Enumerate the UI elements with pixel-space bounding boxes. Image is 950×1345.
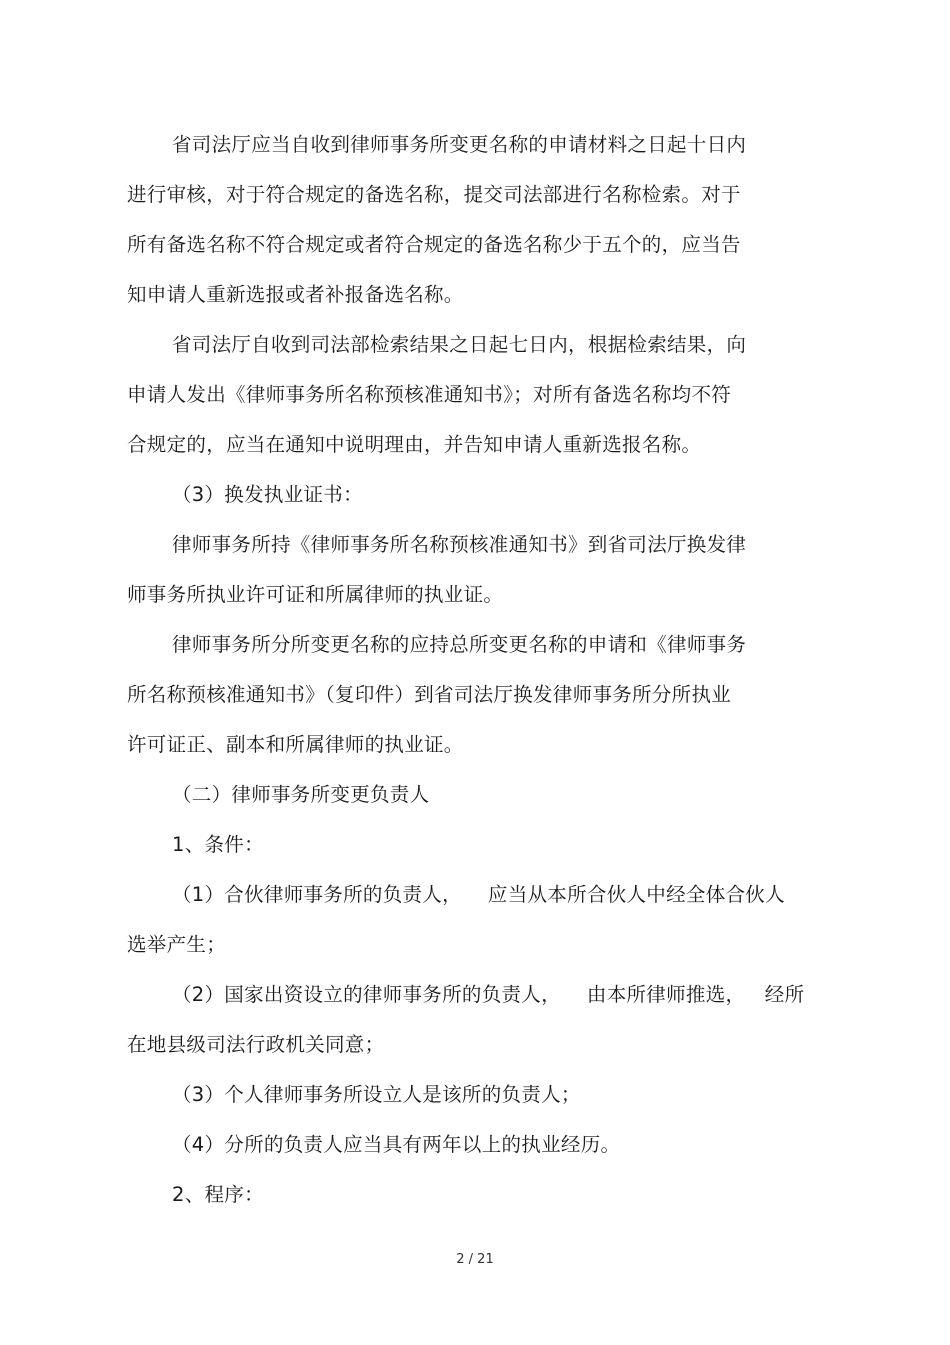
paragraph-line: 律师事务所持《律师事务所名称预核准通知书》到省司法厅换发律 [172,533,747,556]
paragraph-line: 合规定的，应当在通知中说明理由，并告知申请人重新选报名称。 [127,433,702,456]
list-item: （4）分所的负责人应当具有两年以上的执业经历。 [172,1133,621,1156]
subsection-heading: 2、程序： [172,1183,264,1206]
list-item: （3）个人律师事务所设立人是该所的负责人； [172,1083,581,1106]
list-item-continuation: 在地县级司法行政机关同意； [127,1033,385,1056]
section-heading: （二）律师事务所变更负责人 [172,783,430,806]
list-item: （2）国家出资设立的律师事务所的负责人， 由本所律师推选， 经所 [172,983,805,1006]
list-item: （1）合伙律师事务所的负责人， 应当从本所合伙人中经全体合伙人 [172,883,785,906]
paragraph-line: 师事务所执业许可证和所属律师的执业证。 [127,583,504,606]
section-heading: （3）换发执业证书： [172,483,363,506]
page-number: 2 / 21 [456,1252,494,1267]
paragraph-line: 省司法厅应当自收到律师事务所变更名称的申请材料之日起十日内 [172,133,747,156]
paragraph-line: 知申请人重新选报或者补报备选名称。 [127,283,464,306]
subsection-heading: 1、条件： [172,833,264,856]
paragraph-line: 申请人发出《律师事务所名称预核准通知书》；对所有备选名称均不符 [127,383,732,406]
paragraph-line: 所名称预核准通知书》（复印件）到省司法厅换发律师事务所分所执业 [127,683,732,706]
paragraph-line: 律师事务所分所变更名称的应持总所变更名称的申请和《律师事务 [172,633,747,656]
paragraph-line: 省司法厅自收到司法部检索结果之日起七日内，根据检索结果，向 [172,333,747,356]
paragraph-line: 许可证正、副本和所属律师的执业证。 [127,733,464,756]
paragraph-line: 进行审核，对于符合规定的备选名称，提交司法部进行名称检索。对于 [127,183,741,206]
paragraph-line: 所有备选名称不符合规定或者符合规定的备选名称少于五个的，应当告 [127,233,741,256]
list-item-continuation: 选举产生； [127,933,227,956]
